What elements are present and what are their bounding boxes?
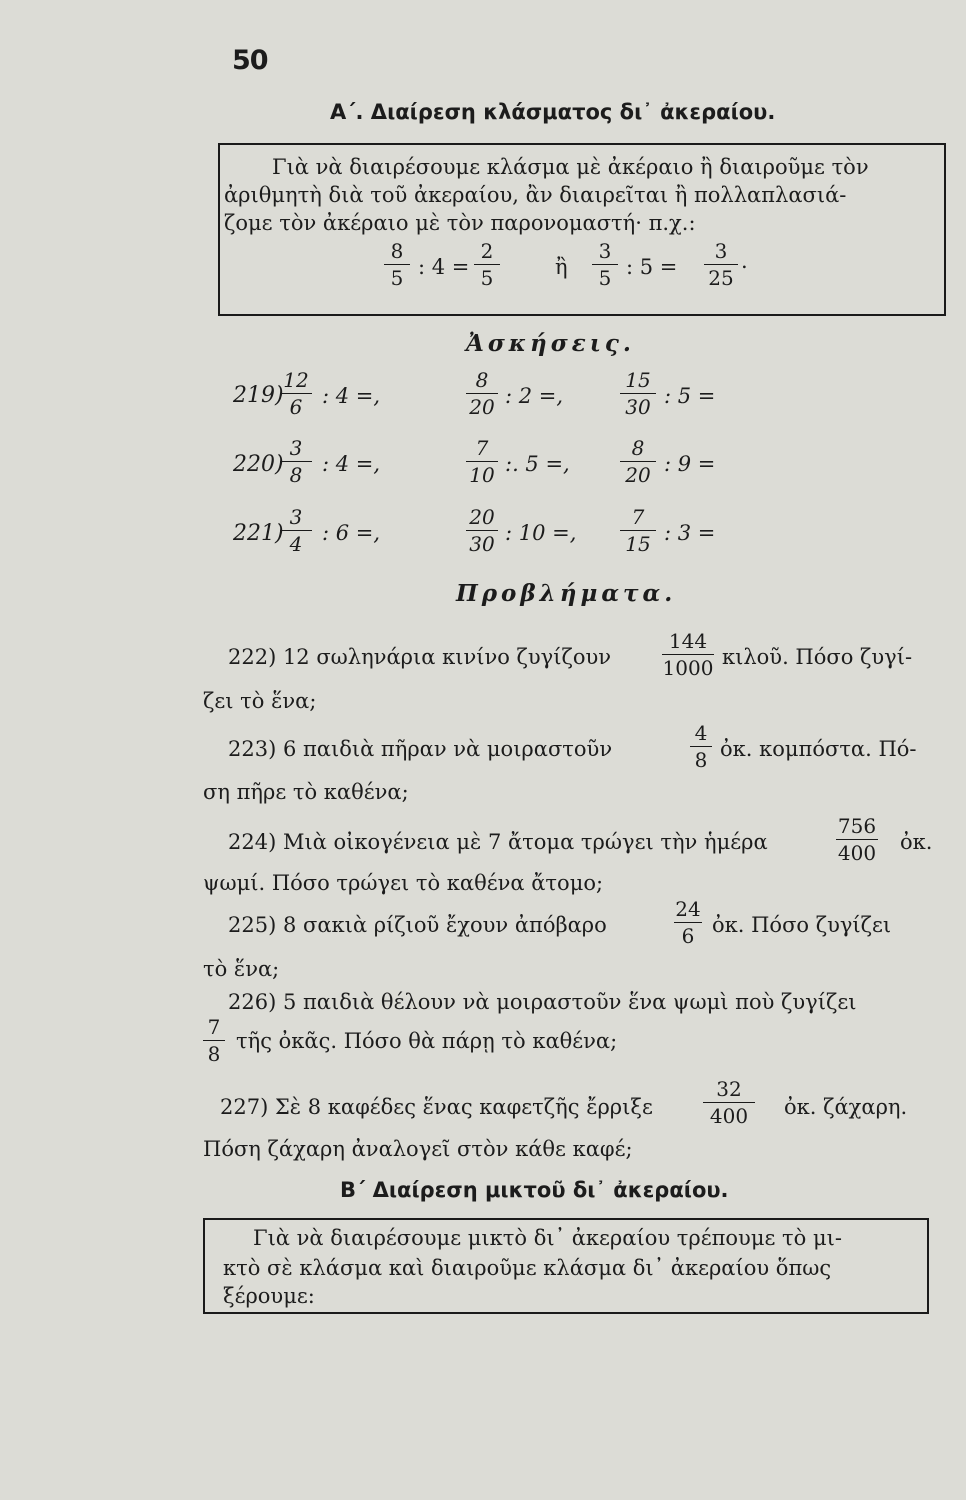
problem-text: ὀκ. κομπόστα. Πό- [720,737,917,761]
exercise-op: :. 5 =, [505,452,570,476]
exercise-fraction: 7 15 [620,505,656,556]
problem-fraction: 144 1000 [662,629,714,680]
exercises-heading: Ἀσκήσεις. [466,330,635,357]
problem-text: ση πῆρε τὸ καθένα; [203,780,409,804]
problem-text: ζει τὸ ἕνα; [203,689,317,713]
exercise-fraction: 20 30 [466,505,498,556]
exercise-fraction: 7 10 [466,436,498,487]
rule-line-2: ἀριθμητὴ διὰ τοῦ ἀκεραίου, ἂν διαιρεῖται ἢ πολλαπλασιά- [224,183,847,207]
example-result-1: 2 5 [474,239,500,290]
example-op-1: : 4 = [418,255,470,279]
exercise-op: : 6 =, [322,521,381,545]
exercise-fraction: 15 30 [620,368,656,419]
exercise-fraction: 12 6 [280,368,312,419]
problem-fraction: 7 8 [203,1015,225,1066]
exercise-fraction: 8 20 [620,436,656,487]
exercise-op: : 3 = [664,521,716,545]
problem-text: ὀκ. [900,830,933,854]
problem-text: Πόση ζάχαρη ἀναλογεῖ στὸν κάθε καφέ; [203,1137,633,1161]
example-result-2: 3 25 [704,239,738,290]
problem-text: 226) 5 παιδιὰ θέλουν νὰ μοιραστοῦν ἕνα ψωμὶ ποὺ ζυγίζει [228,990,857,1014]
section-b-title: Β΄ Διαίρεση μικτοῦ δι᾿ ἀκεραίου. [340,1178,729,1202]
rule-line-3: ζομε τὸν ἀκέραιο μὲ τὸν παρονομαστή· π.χ.: [224,211,696,235]
exercise-op: : 9 = [664,452,716,476]
problem-text: τὸ ἕνα; [203,957,280,981]
exercise-op: : 10 =, [505,521,577,545]
section-a-rule-box [218,143,946,316]
section-b-rule-box [203,1218,929,1314]
example-end: . [741,249,748,273]
problem-fraction: 4 8 [690,721,712,772]
problem-text: κιλοῦ. Πόσο ζυγί- [722,645,913,669]
problems-heading: Προβλήματα. [456,580,677,607]
exercise-fraction: 3 8 [280,436,312,487]
rule-line-2: κτὸ σὲ κλάσμα καὶ διαιροῦμε κλάσμα δι᾿ ἀκεραίου ὅπως [223,1256,832,1280]
section-a-title: Α΄. Διαίρεση κλάσματος δι᾿ ἀκεραίου. [330,100,776,124]
problem-text: 224) Μιὰ οἰκογένεια μὲ 7 ἄτομα τρώγει τὴν ἡμέρα [228,830,768,854]
exercise-fraction: 8 20 [466,368,498,419]
problem-text: 227) Σὲ 8 καφέδες ἕνας καφετζῆς ἔρριξε [220,1095,653,1119]
exercise-op: : 4 =, [322,452,381,476]
problem-text: 223) 6 παιδιὰ πῆραν νὰ μοιραστοῦν [228,737,613,761]
exercise-op: : 2 =, [505,384,564,408]
problem-text: 225) 8 σακιὰ ρίζιοῦ ἔχουν ἀπόβαρο [228,913,607,937]
rule-line-1: Γιὰ νὰ διαιρέσουμε κλάσμα μὲ ἀκέραιο ἢ διαιροῦμε τὸν [272,155,869,179]
exercise-op: : 4 =, [322,384,381,408]
problem-text: 222) 12 σωληνάρια κινίνο ζυγίζουν [228,645,612,669]
example-fraction-1: 8 5 [384,239,410,290]
exercise-label: 221) [233,521,284,546]
exercise-fraction: 3 4 [280,505,312,556]
example-fraction-2: 3 5 [592,239,618,290]
exercise-op: : 5 = [664,384,716,408]
example-or: ἢ [555,255,568,279]
exercise-label: 220) [233,452,284,477]
problem-fraction: 756 400 [837,814,877,865]
problem-text: ὀκ. Πόσο ζυγίζει [712,913,892,937]
page-number: 50 [232,45,268,76]
rule-line-3: ξέρουμε: [223,1284,315,1308]
example-op-2: : 5 = [626,255,678,279]
problem-text: ὀκ. ζάχαρη. [784,1095,908,1119]
problem-fraction: 24 6 [675,897,701,948]
problem-text: ψωμί. Πόσο τρώγει τὸ καθένα ἄτομο; [203,871,604,895]
problem-fraction: 32 400 [703,1077,755,1128]
exercise-label: 219) [233,383,284,408]
rule-line-1: Γιὰ νὰ διαιρέσουμε μικτὸ δι᾿ ἀκεραίου τρέπουμε τὸ μι- [253,1226,842,1250]
problem-text: τῆς ὀκᾶς. Πόσο θὰ πάρῃ τὸ καθένα; [236,1029,618,1053]
